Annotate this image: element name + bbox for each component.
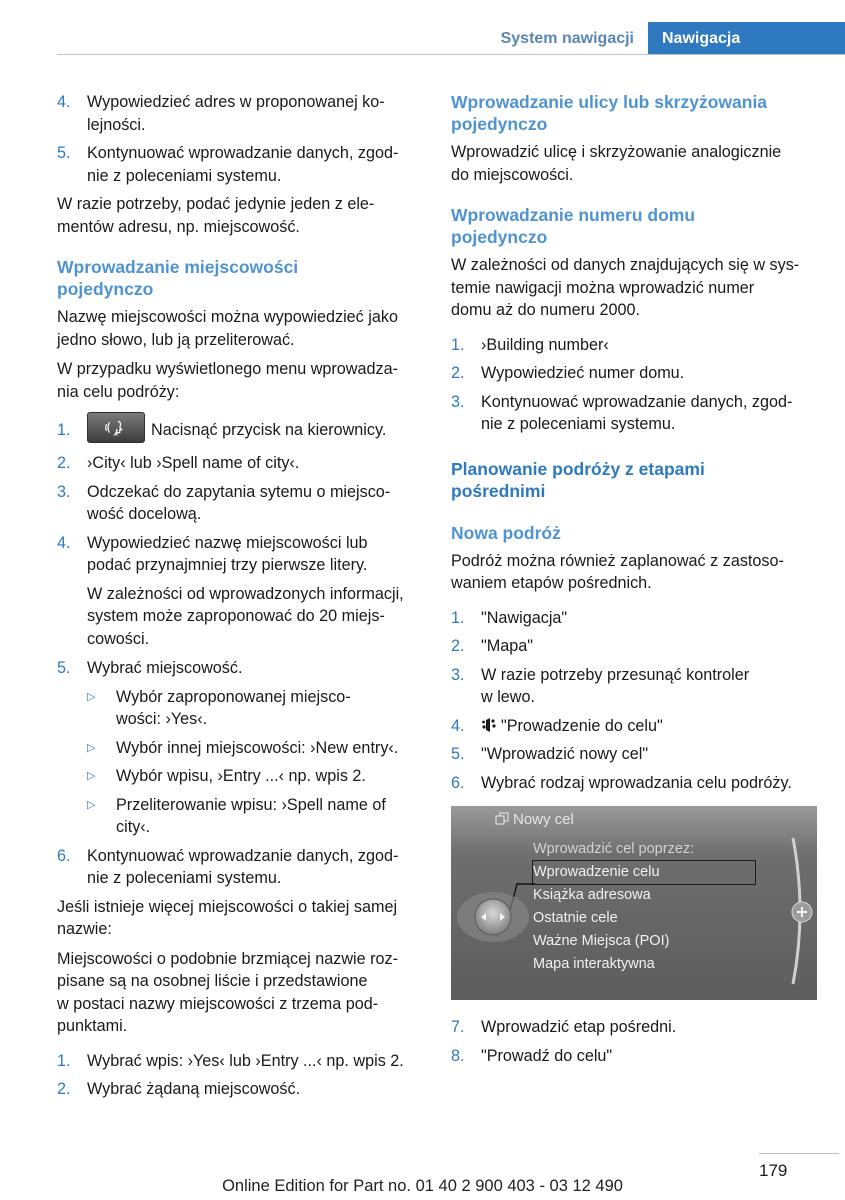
item-text: Wypowiedzieć adres w proponowanej ko- lejności. bbox=[87, 93, 385, 134]
bullet-text: Wybór innej miejscowości: ›New entry‹. bbox=[116, 738, 399, 757]
item-number: 4. bbox=[57, 93, 71, 111]
item-number: 1. bbox=[57, 421, 71, 440]
list-item bbox=[451, 391, 821, 436]
item-text: Wypowiedzieć nazwę miejscowości lub podać przynajmniej trzy pierwsze litery. bbox=[87, 533, 368, 574]
section-heading: Planowanie podróży z etapami pośrednimi bbox=[451, 458, 705, 501]
list-item bbox=[451, 1016, 821, 1039]
bullet-item bbox=[87, 737, 425, 760]
item-number: 3. bbox=[57, 482, 71, 501]
list-item bbox=[57, 532, 425, 577]
triangle-bullet-icon: ▷ bbox=[87, 770, 96, 782]
item-text: Kontynuować wprowadzanie danych, zgod- nie z poleceniami systemu. bbox=[481, 392, 793, 433]
menu-item[interactable]: Książka adresowa bbox=[533, 887, 651, 903]
item-number: 5. bbox=[57, 659, 71, 677]
navigation-speaker-icon bbox=[481, 717, 497, 733]
paragraph: Wprowadzić ulicę i skrzyżowanie analogicznie do miejscowości. bbox=[451, 143, 782, 184]
item-number: 7. bbox=[451, 1018, 465, 1036]
item-text: "Prowadzenie do celu" bbox=[501, 716, 663, 735]
left-column bbox=[57, 91, 425, 1107]
list-item bbox=[451, 607, 821, 630]
menu-item[interactable]: Mapa interaktywna bbox=[533, 956, 655, 972]
item-text: Wybrać miejscowość. bbox=[87, 659, 243, 677]
menu-item[interactable]: Ważne Miejsca (POI) bbox=[533, 933, 670, 949]
item-text: Nacisnąć przycisk na kierownicy. bbox=[151, 420, 387, 439]
subsection-heading: Nowa podróż bbox=[451, 522, 561, 543]
bullet-text: Wybór wpisu, ›Entry ...‹ np. wpis 2. bbox=[116, 767, 366, 785]
bullet-item bbox=[87, 765, 425, 788]
paragraph: W zależności od danych znajdujących się w sys- temie nawigacji można wprowadzić numer domu aż do numeru 2000. bbox=[451, 256, 800, 319]
list-item bbox=[451, 334, 821, 357]
item-text: W razie potrzeby przesunąć kontroler w lewo. bbox=[481, 665, 750, 706]
bullet-text: Przeliterowanie wpisu: ›Spell name of city‹. bbox=[116, 795, 386, 836]
section-heading: Wprowadzanie numeru domu pojedynczo bbox=[451, 205, 696, 247]
item-number: 2. bbox=[57, 1080, 71, 1098]
screen-title: Nowy cel bbox=[513, 811, 574, 828]
bullet-item bbox=[87, 794, 425, 839]
paragraph: Podróż można również zaplanować z zastoso- waniem etapów pośrednich. bbox=[451, 551, 784, 592]
item-text: ›City‹ lub ›Spell name of city‹. bbox=[87, 454, 300, 472]
list-item bbox=[57, 1078, 425, 1101]
item-number: 3. bbox=[451, 665, 465, 684]
item-text: "Wprowadzić nowy cel" bbox=[481, 745, 649, 763]
item-number: 1. bbox=[451, 608, 465, 627]
header-rule bbox=[57, 54, 845, 55]
new-destination-icon bbox=[495, 812, 509, 825]
item-text: "Prowadź do celu" bbox=[481, 1046, 613, 1065]
item-text: ›Building number‹ bbox=[481, 335, 609, 354]
list-item bbox=[451, 1045, 821, 1068]
item-text: "Nawigacja" bbox=[481, 608, 568, 627]
list-item bbox=[57, 481, 425, 526]
item-text: Wypowiedzieć numer domu. bbox=[481, 364, 685, 382]
menu-item[interactable]: Ostatnie cele bbox=[533, 910, 618, 926]
section-heading: Wprowadzanie miejscowości pojedynczo bbox=[57, 257, 299, 299]
list-item bbox=[57, 91, 425, 136]
page-number-rule bbox=[759, 1153, 839, 1154]
item-number: 1. bbox=[451, 335, 465, 354]
paragraph: Miejscowości o podobnie brzmiącej nazwie roz- pisane są na osobnej liście i przedstawione w postaci nazwy miejscowości z trzema pod- punktami. bbox=[57, 949, 398, 1035]
list-item bbox=[451, 743, 821, 766]
page-number: 179 bbox=[759, 1161, 788, 1180]
menu-item-selected[interactable]: Wprowadzenie celu bbox=[533, 861, 755, 884]
list-item bbox=[451, 664, 821, 709]
header-section: System nawigacji bbox=[500, 30, 634, 47]
paragraph: W razie potrzeby, podać jedynie jeden z ele- mentów adresu, np. miejscowość. bbox=[57, 195, 375, 236]
triangle-bullet-icon: ▷ bbox=[87, 798, 96, 811]
list-item bbox=[57, 845, 425, 890]
plus-icon[interactable] bbox=[790, 900, 814, 924]
item-number: 6. bbox=[57, 846, 71, 865]
item-text: Kontynuować wprowadzanie danych, zgod- nie z poleceniami systemu. bbox=[87, 144, 399, 185]
item-number: 6. bbox=[451, 773, 465, 792]
item-number: 4. bbox=[451, 716, 465, 735]
controller-knob-icon bbox=[455, 890, 531, 944]
item-number: 5. bbox=[57, 144, 71, 162]
right-column bbox=[451, 91, 821, 1073]
item-number: 2. bbox=[451, 637, 465, 655]
list-item bbox=[57, 1050, 425, 1073]
footer-text: Online Edition for Part no. 01 40 2 900 403 - 03 12 490 bbox=[222, 1177, 623, 1195]
header-chapter: Nawigacja bbox=[648, 22, 845, 54]
voice-button-icon bbox=[87, 412, 145, 443]
item-text: "Mapa" bbox=[481, 637, 533, 655]
item-number: 2. bbox=[451, 364, 465, 382]
paragraph: W przypadku wyświetlonego menu wprowadza- nia celu podróży: bbox=[57, 360, 398, 401]
list-item bbox=[57, 415, 425, 446]
idrive-screen bbox=[451, 806, 817, 1000]
item-number: 4. bbox=[57, 533, 71, 552]
item-text: Wybrać żądaną miejscowość. bbox=[87, 1080, 301, 1098]
item-text: Odczekać do zapytania sytemu o miejsco- wość docelową. bbox=[87, 482, 391, 523]
paragraph: Jeśli istnieje więcej miejscowości o takiej samej nazwie: bbox=[57, 897, 398, 938]
screen-menu bbox=[533, 838, 755, 976]
list-item bbox=[57, 657, 425, 680]
item-text: Wprowadzić etap pośredni. bbox=[481, 1018, 677, 1036]
list-item bbox=[451, 715, 821, 738]
menu-caption: Wprowadzić cel poprzez: bbox=[533, 841, 695, 857]
list-item bbox=[451, 635, 821, 658]
bullet-item bbox=[87, 686, 425, 731]
item-text: Wybrać wpis: ›Yes‹ lub ›Entry ...‹ np. wpis 2. bbox=[87, 1051, 404, 1070]
list-item bbox=[57, 452, 425, 475]
paragraph: W zależności od wprowadzonych informacji, system może zaproponować do 20 miejs- cowości. bbox=[87, 584, 404, 648]
bullet-text: Wybór zaproponowanej miejsco- wości: ›Yes‹. bbox=[116, 687, 351, 728]
triangle-bullet-icon: ▷ bbox=[87, 741, 96, 754]
item-number: 1. bbox=[57, 1051, 71, 1070]
paragraph: Nazwę miejscowości można wypowiedzieć jako jedno słowo, lub ją przeliterować. bbox=[57, 308, 398, 349]
item-text: Wybrać rodzaj wprowadzania celu podróży. bbox=[481, 773, 792, 792]
list-item bbox=[57, 142, 425, 187]
item-number: 8. bbox=[451, 1046, 465, 1065]
item-number: 2. bbox=[57, 454, 71, 472]
section-heading: Wprowadzanie ulicy lub skrzyżowania pojedynczo bbox=[451, 92, 768, 134]
item-text: Kontynuować wprowadzanie danych, zgod- nie z poleceniami systemu. bbox=[87, 846, 399, 887]
list-item bbox=[451, 362, 821, 385]
item-number: 3. bbox=[451, 392, 465, 411]
list-item bbox=[451, 772, 821, 795]
triangle-bullet-icon: ▷ bbox=[87, 690, 96, 703]
item-number: 5. bbox=[451, 745, 465, 763]
